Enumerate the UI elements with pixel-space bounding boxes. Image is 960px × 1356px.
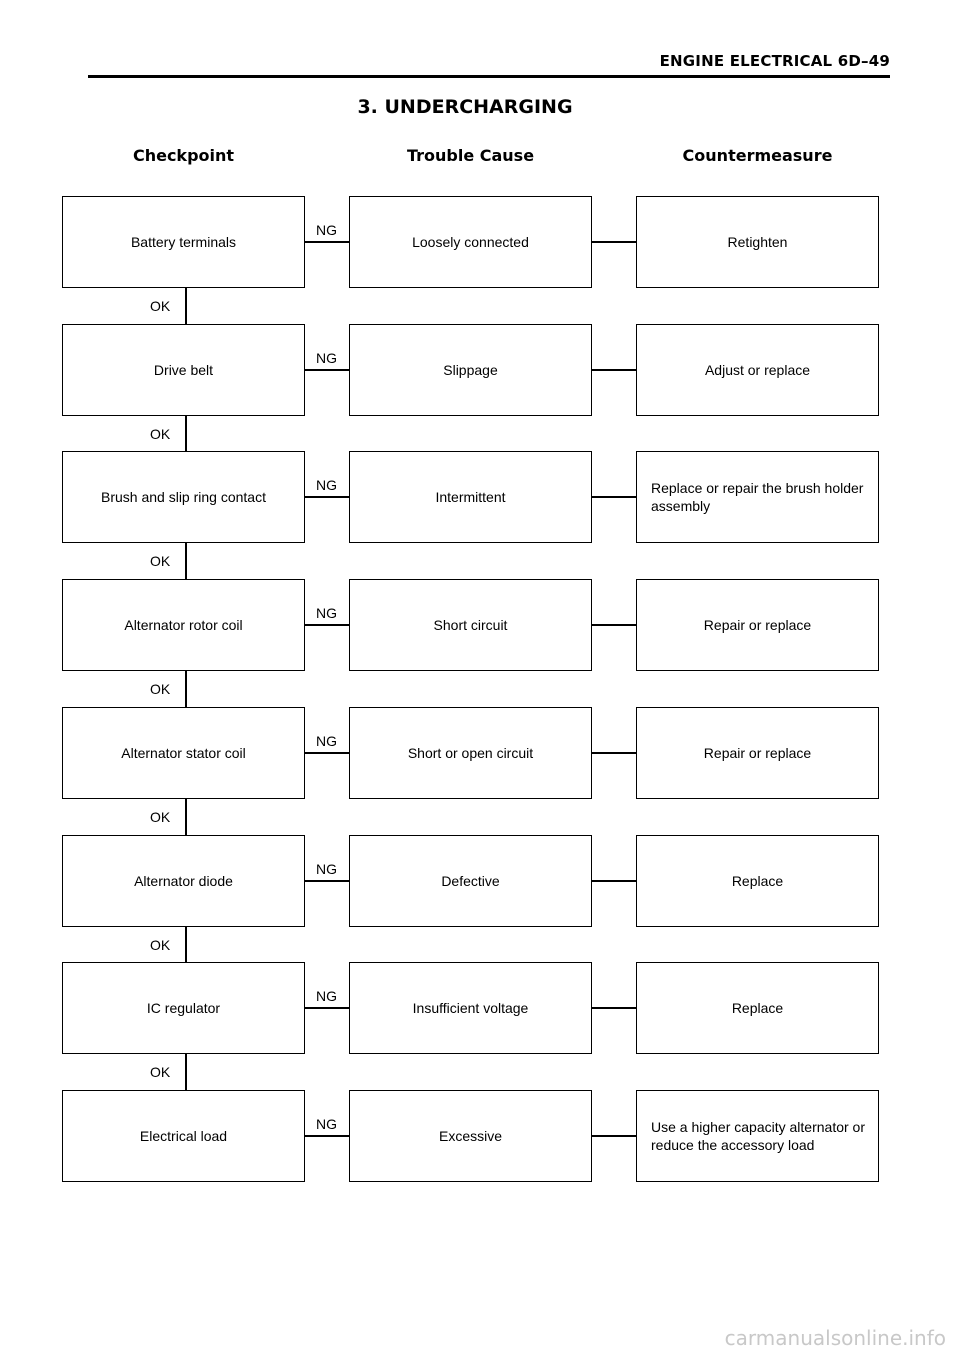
trouble-cause-box: Excessive xyxy=(349,1090,592,1182)
page-header: ENGINE ELECTRICAL 6D–49 xyxy=(659,52,890,70)
ng-connector xyxy=(305,1135,349,1137)
countermeasure-box: Replace xyxy=(636,962,879,1054)
column-header-checkpoint: Checkpoint xyxy=(132,146,235,165)
checkpoint-box: Alternator rotor coil xyxy=(62,579,305,671)
ng-connector xyxy=(305,496,349,498)
countermeasure-box: Use a higher capacity alternator or reduce the accessory load xyxy=(636,1090,879,1182)
ok-connector xyxy=(185,1054,187,1090)
ok-label: OK xyxy=(150,1064,171,1080)
page-title: 3. UNDERCHARGING xyxy=(357,96,573,118)
cause-connector xyxy=(592,752,636,754)
ng-label: NG xyxy=(316,861,337,877)
ok-connector xyxy=(185,799,187,835)
ng-label: NG xyxy=(316,477,337,493)
checkpoint-box: IC regulator xyxy=(62,962,305,1054)
ng-label: NG xyxy=(316,605,337,621)
cause-connector xyxy=(592,624,636,626)
watermark: carmanualsonline.info xyxy=(724,1326,946,1350)
ng-connector xyxy=(305,369,349,371)
ok-label: OK xyxy=(150,809,171,825)
trouble-cause-box: Intermittent xyxy=(349,451,592,543)
ok-connector xyxy=(185,927,187,962)
ng-label: NG xyxy=(316,733,337,749)
checkpoint-box: Battery terminals xyxy=(62,196,305,288)
ng-label: NG xyxy=(316,1116,337,1132)
cause-connector xyxy=(592,880,636,882)
cause-connector xyxy=(592,496,636,498)
checkpoint-box: Electrical load xyxy=(62,1090,305,1182)
ng-connector xyxy=(305,241,349,243)
ng-connector xyxy=(305,880,349,882)
checkpoint-box: Drive belt xyxy=(62,324,305,416)
ng-label: NG xyxy=(316,222,337,238)
countermeasure-box: Retighten xyxy=(636,196,879,288)
ok-label: OK xyxy=(150,298,171,314)
ng-connector xyxy=(305,752,349,754)
ok-label: OK xyxy=(150,426,171,442)
countermeasure-box: Repair or replace xyxy=(636,707,879,799)
ng-connector xyxy=(305,624,349,626)
ok-label: OK xyxy=(150,937,171,953)
countermeasure-box: Replace or repair the brush holder assembly xyxy=(636,451,879,543)
ok-connector xyxy=(185,416,187,451)
ng-label: NG xyxy=(316,988,337,1004)
countermeasure-box: Repair or replace xyxy=(636,579,879,671)
cause-connector xyxy=(592,1135,636,1137)
trouble-cause-box: Short circuit xyxy=(349,579,592,671)
cause-connector xyxy=(592,1007,636,1009)
trouble-cause-box: Loosely connected xyxy=(349,196,592,288)
checkpoint-box: Alternator diode xyxy=(62,835,305,927)
column-header-countermeasure: Countermeasure xyxy=(682,146,833,165)
checkpoint-box: Alternator stator coil xyxy=(62,707,305,799)
ok-label: OK xyxy=(150,681,171,697)
header-rule xyxy=(88,75,890,78)
column-header-trouble-cause: Trouble Cause xyxy=(406,146,535,165)
checkpoint-box: Brush and slip ring contact xyxy=(62,451,305,543)
trouble-cause-box: Defective xyxy=(349,835,592,927)
ng-label: NG xyxy=(316,350,337,366)
trouble-cause-box: Short or open circuit xyxy=(349,707,592,799)
trouble-cause-box: Insufficient voltage xyxy=(349,962,592,1054)
trouble-cause-box: Slippage xyxy=(349,324,592,416)
ng-connector xyxy=(305,1007,349,1009)
countermeasure-box: Adjust or replace xyxy=(636,324,879,416)
ok-connector xyxy=(185,288,187,324)
ok-connector xyxy=(185,671,187,707)
ok-label: OK xyxy=(150,553,171,569)
countermeasure-box: Replace xyxy=(636,835,879,927)
cause-connector xyxy=(592,241,636,243)
ok-connector xyxy=(185,543,187,579)
cause-connector xyxy=(592,369,636,371)
